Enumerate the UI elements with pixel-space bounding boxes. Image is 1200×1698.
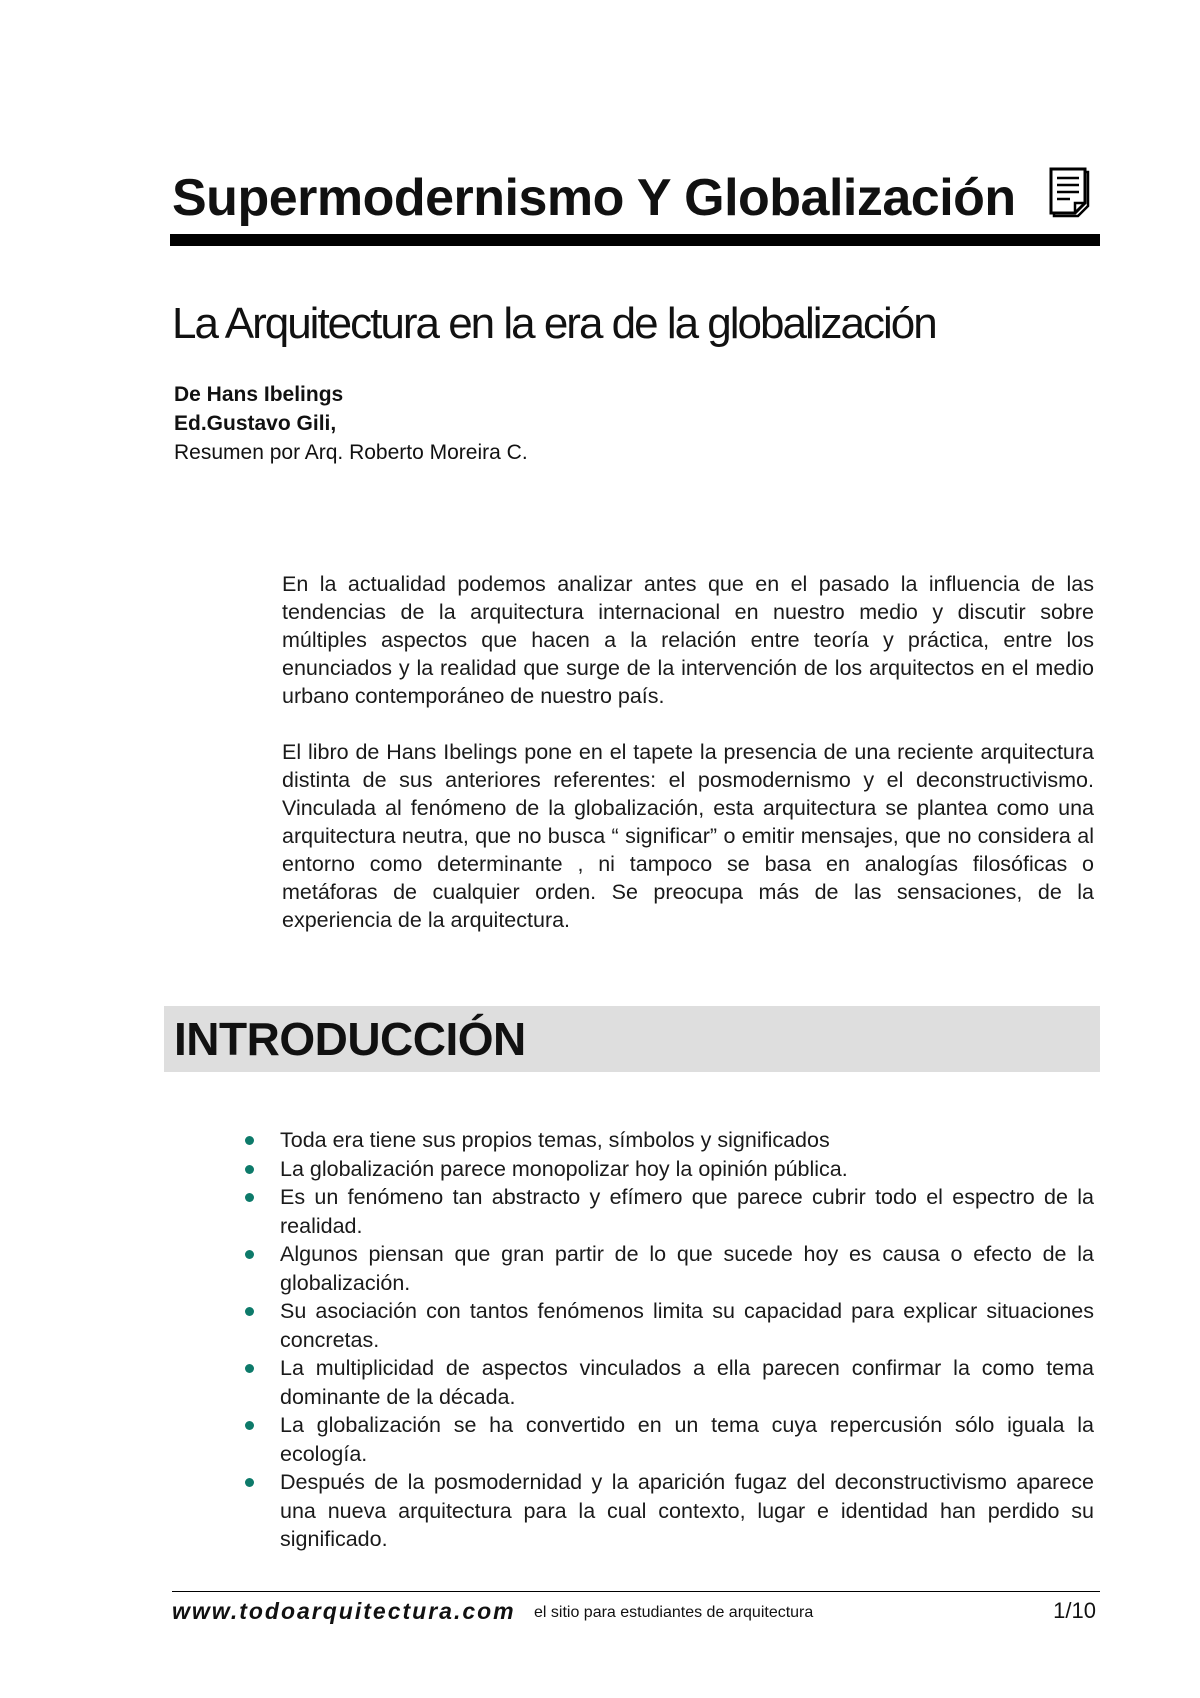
page-title: Supermodernismo Y Globalización: [172, 169, 1016, 227]
book-credits: [174, 380, 528, 467]
subtitle: La Arquitectura en la era de la globalización: [172, 299, 936, 348]
list-item: [242, 1126, 1094, 1155]
page-footer: [172, 1596, 1100, 1626]
list-item-text: La globalización se ha convertido en un tema cuya repercusión sólo iguala la ecología.: [280, 1413, 1094, 1466]
abstract-paragraph: El libro de Hans Ibelings pone en el tapete la presencia de una reciente arquitectura distinta de sus anteriores referentes: el posmodernismo y el deconstructivismo. Vinculada al fenómeno de la globalización, esta arquitectura se plantea como una arquitectura neutra, que no busca “ significar” o emitir mensajes, que no considera al entorno como determinante , ni tampoco se basa en analogías filosóficas o metáforas de cualquier orden. Se preocupa más de las sensaciones, de la experiencia de la arquitectura.: [282, 740, 1094, 932]
summary-line: Resumen por Arq. Roberto Moreira C.: [174, 441, 528, 464]
footer-rule: [172, 1591, 1100, 1592]
bullet-icon: [245, 1307, 254, 1316]
title-rule: [170, 234, 1100, 246]
bullet-icon: [245, 1364, 254, 1373]
list-item: [242, 1240, 1094, 1297]
abstract-paragraph: En la actualidad podemos analizar antes que en el pasado la influencia de las tendencias de la arquitectura internacional en nuestro medio y discutir sobre múltiples aspectos que hacen a la relación entre teoría y práctica, entre los enunciados y la realidad que surge de la intervención de los arquitectos en el medio urbano contemporáneo de nuestro país.: [282, 572, 1094, 708]
bullet-icon: [245, 1165, 254, 1174]
bullet-icon: [245, 1193, 254, 1202]
author-line: De Hans Ibelings: [174, 383, 344, 406]
list-item-text: La globalización parece monopolizar hoy la opinión pública.: [280, 1156, 848, 1181]
bullet-icon: [245, 1136, 254, 1145]
page-number: 1/10: [1053, 1598, 1096, 1623]
list-item: [242, 1411, 1094, 1468]
list-item-text: Es un fenómeno tan abstracto y efímero que parece cubrir todo el espectro de la realidad.: [280, 1185, 1094, 1238]
abstract: [282, 570, 1094, 962]
list-item: [242, 1468, 1094, 1554]
bullet-icon: [245, 1478, 254, 1487]
footer-site-link[interactable]: www.todoarquitectura.com: [172, 1598, 516, 1624]
bullet-icon: [245, 1421, 254, 1430]
publisher-line: Ed.Gustavo Gili,: [174, 412, 337, 435]
list-item-text: Toda era tiene sus propios temas, símbolos y significados: [280, 1128, 830, 1152]
list-item: [242, 1155, 1094, 1184]
list-item: [242, 1183, 1094, 1240]
list-item: [242, 1297, 1094, 1354]
list-item: [242, 1354, 1094, 1411]
title-row: [172, 168, 1100, 228]
list-item-text: Después de la posmodernidad y la aparición fugaz del deconstructivismo aparece una nueva arquitectura para la cual contexto, lugar e identidad han perdido su significado.: [280, 1470, 1094, 1551]
section-title: INTRODUCCIÓN: [174, 1013, 526, 1065]
bullet-list: [242, 1126, 1094, 1554]
bullet-icon: [245, 1250, 254, 1259]
document-icon: [1048, 166, 1092, 220]
list-item-text: Algunos piensan que gran partir de lo que sucede hoy es causa o efecto de la globalización.: [280, 1242, 1094, 1295]
list-item-text: La multiplicidad de aspectos vinculados a ella parecen confirmar la como tema dominante de la década.: [280, 1356, 1094, 1409]
section-header: [164, 1006, 1100, 1072]
footer-tagline: el sitio para estudiantes de arquitectura: [534, 1604, 814, 1621]
list-item-text: Su asociación con tantos fenómenos limita su capacidad para explicar situaciones concretas.: [280, 1299, 1094, 1352]
